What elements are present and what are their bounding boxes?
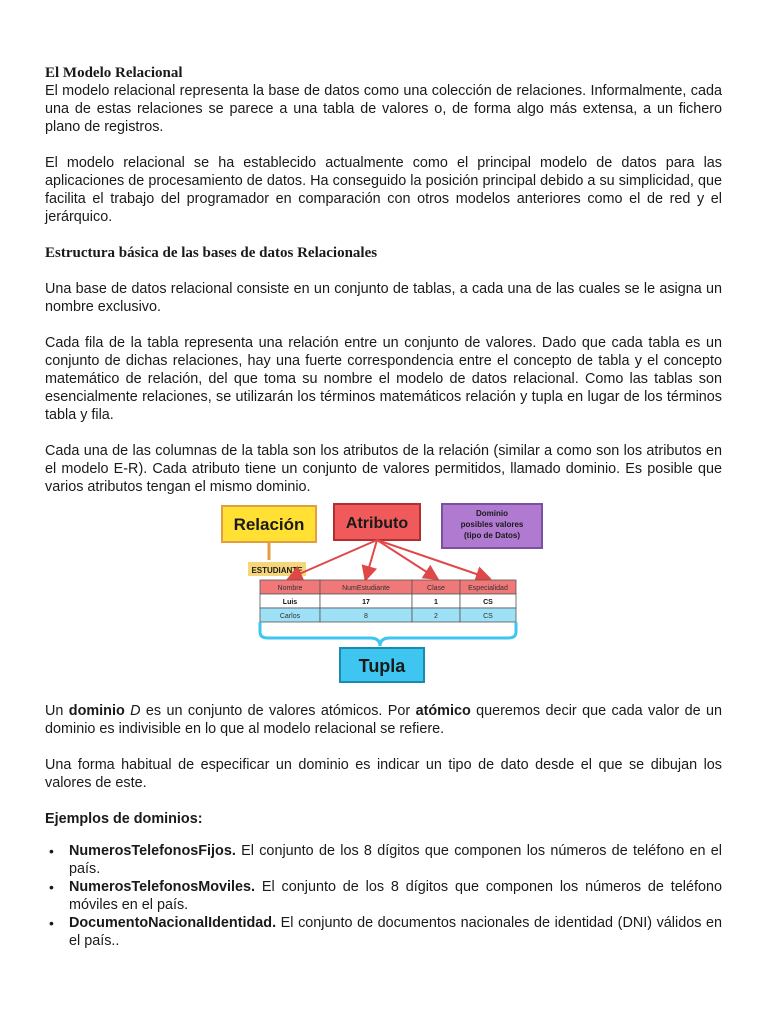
dominio-line-1: Dominio <box>476 509 508 518</box>
examples-heading: Ejemplos de dominios: <box>45 811 203 827</box>
diagram-svg <box>220 502 580 692</box>
table-cell-text: 8 <box>364 613 368 620</box>
paragraph-1: El modelo relacional representa la base de datos como una colección de relaciones. Informalmente, cada una de estas relaciones se parece a una tabla de valores o, de forma algo más extensa, a un fichero plano de registros. <box>45 83 722 135</box>
doc-title: El Modelo Relacional <box>45 65 183 81</box>
table-header-text: NumEstudiante <box>342 585 390 592</box>
example-term: DocumentoNacionalIdentidad. <box>69 915 277 931</box>
paragraph-2: El modelo relacional se ha establecido actualmente como el principal modelo de datos para las aplicaciones de procesamiento de datos. Ha conseguido la posición principal debido a su simplicidad, que facilita el trabajo del programador en comparación con otros modelos anteriores como el de red y el jerárquico. <box>45 155 722 225</box>
p6-text-a: Un <box>45 703 69 719</box>
atributo-label: Atributo <box>345 515 409 532</box>
student-table <box>260 580 516 622</box>
paragraph-3: Una base de datos relacional consiste en un conjunto de tablas, a cada una de las cuales se le asigna un nombre exclusivo. <box>45 281 722 315</box>
estudiante-label: ESTUDIANTE <box>251 566 303 575</box>
example-term: NumerosTelefonosMoviles. <box>69 879 256 895</box>
table-cell-text: 2 <box>434 613 438 620</box>
list-item <box>69 842 722 878</box>
table-cell-text: 1 <box>434 599 438 606</box>
table-header-text: Clase <box>427 585 445 592</box>
document-page <box>45 64 722 950</box>
p6-text-g: queremos decir que cada valor de un dominio es indivisible en lo que al modelo relacional se refiere. <box>45 703 722 737</box>
table-cell-text: CS <box>483 599 493 606</box>
list-item <box>69 914 722 950</box>
tupla-label: Tupla <box>358 656 406 676</box>
example-desc: El conjunto de los 8 dígitos que componen los números de teléfono móviles en el país. <box>69 879 722 913</box>
paragraph-7: Una forma habitual de especificar un dominio es indicar un tipo de dato desde el que se dibujan los valores de este. <box>45 757 722 791</box>
example-desc: El conjunto de los 8 dígitos que componen los números de teléfono en el país. <box>69 843 722 877</box>
table-cell-text: Carlos <box>279 613 301 620</box>
table-cell-text: Luis <box>282 599 298 606</box>
relacion-label: Relación <box>233 515 305 534</box>
dominio-line-3: (tipo de Datos) <box>464 531 520 540</box>
p6-d: D <box>130 703 141 719</box>
tuple-brace <box>260 622 516 646</box>
attribute-arrow <box>366 540 377 578</box>
p6-text-e: es un conjunto de valores atómicos. Por <box>140 703 416 719</box>
relational-model-diagram <box>45 502 722 692</box>
examples-list <box>45 842 722 950</box>
table-cell-text: 17 <box>362 599 370 606</box>
paragraph-5: Cada una de las columnas de la tabla son los atributos de la relación (similar a como son los atributos en el modelo E-R). Cada atributo tiene un conjunto de valores permitidos, llamado dominio. Es posible que varios atributos tengan el mismo dominio. <box>45 443 722 495</box>
table-cell-text: CS <box>483 613 493 620</box>
table-header-text: Nombre <box>277 585 303 592</box>
p6-dominio: dominio <box>68 703 125 719</box>
example-desc: El conjunto de documentos nacionales de identidad (DNI) válidos en el país.. <box>69 915 722 949</box>
p6-atomico: atómico <box>415 703 471 719</box>
paragraph-4: Cada fila de la tabla representa una relación entre un conjunto de valores. Dado que cada tabla es un conjunto de dichas relaciones, hay una fuerte correspondencia entre el concepto de tabla y el concepto matemático de relación, del que toma su nombre el modelo de datos relacional. Como las tablas son esencialmente relaciones, se utilizarán los términos matemáticos relación y tupla en lugar de los términos tabla y fila. <box>45 335 722 423</box>
section-heading: Estructura básica de las bases de datos Relacionales <box>45 245 378 261</box>
attribute-arrow <box>290 540 377 578</box>
example-term: NumerosTelefonosFijos. <box>69 843 236 859</box>
list-item <box>69 878 722 914</box>
attribute-arrow <box>377 540 436 578</box>
table-header-text: Especialidad <box>468 585 508 592</box>
paragraph-6 <box>45 702 722 738</box>
dominio-line-2: posibles valores <box>460 520 524 529</box>
